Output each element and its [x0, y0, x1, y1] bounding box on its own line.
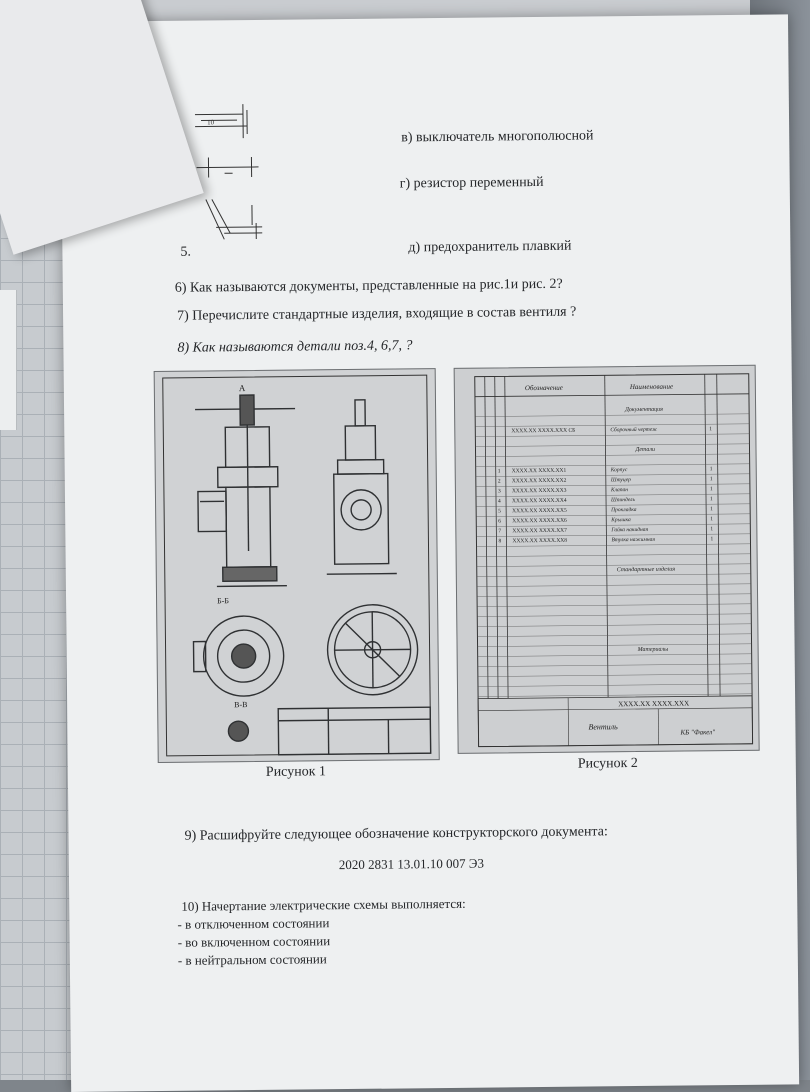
figure-2-specification: [454, 365, 760, 754]
spec-row-line: [477, 634, 751, 637]
spec-head-name: Наименование: [629, 383, 673, 391]
figure-2-svg: [455, 366, 759, 753]
symbol-5-drawing: [202, 195, 273, 246]
spec-row-line: [478, 674, 752, 677]
spec-row-line: [478, 684, 752, 687]
question-10-option-1: - в отключенном состоянии: [177, 915, 329, 933]
spec-part-qty: 1: [710, 516, 713, 522]
binder-clip: [0, 290, 17, 430]
spec-row-line: [477, 604, 751, 607]
figure-1-caption: Рисунок 1: [266, 764, 326, 781]
spec-part-pos: 6: [498, 518, 501, 524]
spec-part-name: Штуцер: [610, 477, 631, 483]
spec-doc-name: Сборочный чертеж: [610, 426, 658, 433]
answer-v: в) выключатель многополюсной: [401, 128, 593, 146]
answer-g: г) резистор переменный: [400, 175, 544, 193]
spec-part-designation: XXXX.XX XXXX.XX8: [512, 538, 567, 545]
spec-row-line: [477, 594, 751, 597]
spec-part-pos: 7: [498, 528, 501, 534]
question-9-code: 2020 2831 13.01.10 007 Э3: [339, 856, 484, 874]
symbol-3-switch-drawing: [191, 100, 261, 141]
spec-part-qty: 1: [710, 506, 713, 512]
spec-part-qty: 1: [710, 486, 713, 492]
spec-row-line: [477, 564, 751, 567]
spec-part-name: Гайка накидная: [610, 526, 648, 533]
spec-part-pos: 3: [498, 488, 501, 494]
spec-part-designation: XXXX.XX XXXX.XX1: [512, 468, 567, 475]
answer-d: д) предохранитель плавкий: [408, 239, 571, 257]
spec-part-pos: 8: [498, 538, 501, 544]
spec-part-pos: 4: [498, 498, 501, 504]
spec-part-name: Клапан: [610, 487, 628, 493]
spec-row-line: [477, 574, 751, 577]
question-10-option-3: - в нейтральном состоянии: [178, 951, 327, 969]
spec-code: XXXX.XX XXXX.XXX: [618, 699, 689, 708]
figure-1-assembly-drawing: [154, 368, 440, 763]
spec-part-designation: XXXX.XX XXXX.XX3: [512, 488, 567, 495]
spec-part-qty: 1: [710, 526, 713, 532]
spec-part-name: Шпиндель: [610, 496, 636, 503]
spec-row-line: [478, 664, 752, 667]
spec-part-designation: XXXX.XX XXXX.XX4: [512, 498, 567, 505]
spec-part-designation: XXXX.XX XXXX.XX6: [512, 518, 567, 525]
figure-2-caption: Рисунок 2: [578, 756, 638, 773]
spec-part-qty: 1: [710, 536, 713, 542]
spec-doc-designation: XXXX.XX XXXX.XXX СБ: [511, 428, 575, 435]
spec-row-line: [478, 644, 752, 647]
spec-part-designation: XXXX.XX XXXX.XX7: [512, 528, 567, 535]
spec-part-qty: 1: [710, 466, 713, 472]
spec-part-qty: 1: [710, 476, 713, 482]
spec-part-pos: 5: [498, 508, 501, 514]
symbol-4-drawing: [196, 155, 266, 186]
spec-org: КБ "Факел": [679, 728, 715, 736]
spec-row-line: [477, 584, 751, 587]
figure-1-svg: [155, 369, 439, 762]
fig1-section-a-label: А: [239, 383, 246, 393]
spec-row-lines: [475, 414, 752, 697]
spec-row-line: [475, 444, 749, 447]
spec-part-designation: XXXX.XX XXXX.XX5: [512, 508, 567, 515]
spec-section-parts: Детали: [634, 447, 654, 453]
fig1-section-vv-label: В-В: [234, 700, 247, 709]
question-8: 8) Как называются детали поз.4, 6,7, ?: [177, 338, 412, 356]
item-number-5: 5.: [180, 245, 191, 261]
spec-section-documentation: Документация: [624, 407, 663, 413]
spec-row-line: [477, 614, 751, 617]
spec-section-standard: Стандартные изделия: [617, 566, 676, 574]
spec-row-line: [477, 554, 751, 557]
spec-part-pos: 1: [498, 468, 501, 474]
spec-head-designation: Обозначение: [525, 384, 563, 392]
question-6: 6) Как называются документы, представленные на рис.1и рис. 2?: [175, 277, 563, 297]
spec-row-line: [477, 624, 751, 627]
spec-part-name: Втулка нажимная: [611, 537, 655, 543]
spec-section-materials: Материалы: [637, 647, 669, 653]
spec-part-name: Прокладка: [610, 506, 637, 513]
spec-title: Вентиль: [588, 722, 618, 731]
spec-part-designation: XXXX.XX XXXX.XX2: [512, 478, 567, 485]
spec-row-line: [478, 654, 752, 657]
spec-row-line: [475, 414, 749, 417]
question-9: 9) Расшифруйте следующее обозначение конструкторского документа:: [184, 824, 607, 844]
dim-10-label: 10: [207, 118, 215, 126]
spec-doc-qty: 1: [709, 426, 712, 432]
spec-part-pos: 2: [498, 478, 501, 484]
question-10-option-2: - во включенном состоянии: [178, 933, 331, 951]
spec-part-name: Корпус: [610, 467, 628, 473]
fig1-section-bb-label: Б-Б: [217, 596, 229, 605]
spec-row-line: [476, 454, 750, 457]
question-7: 7) Перечислите стандартные изделия, входящие в состав вентиля ?: [177, 305, 576, 325]
spec-part-qty: 1: [710, 496, 713, 502]
spec-part-name: Крышка: [610, 517, 631, 523]
question-10: 10) Начертание электрические схемы выполняется:: [181, 896, 466, 915]
